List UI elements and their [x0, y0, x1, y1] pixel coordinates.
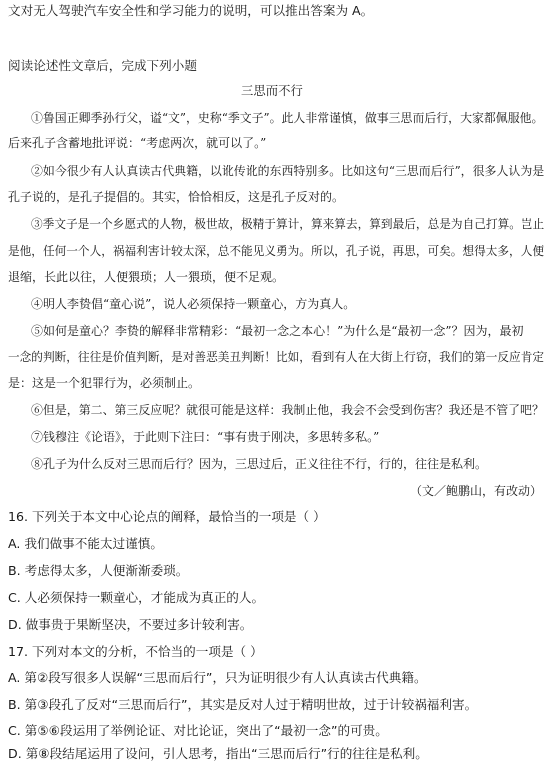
paragraph-1-line-2: 后来孔子含蓄地批评说：“考虑两次，就可以了。”: [8, 136, 267, 150]
paragraph-5-line-2: 一念的判断，往往是价值判断，是对善恶美丑判断！比如，看到有人在大街上行窃，我们的第一反应肯定: [8, 350, 545, 364]
question-16-option-d[interactable]: D. 做事贵于果断坚决，不要过多计较利害。: [8, 617, 253, 632]
question-17-stem: 17. 下列对本文的分析，不恰当的一项是（ ）: [8, 644, 263, 659]
paragraph-5-line-3: 是：这是一个犯罪行为，必须制止。: [8, 376, 201, 390]
question-16-option-b[interactable]: B. 考虑得太多，人便渐渐委琐。: [8, 563, 189, 578]
paragraph-1-line-1: ①鲁国正卿季孙行父，谥“文”，史称“季文子”。此人非常谨慎，做事三思而后行，大家都佩服他。: [31, 111, 544, 125]
question-16-option-c[interactable]: C. 人必须保持一颗童心，才能成为真正的人。: [8, 590, 265, 605]
paragraph-2-line-2: 孔子说的，是孔子提倡的。其实，恰恰相反，这是孔子反对的。: [8, 190, 345, 204]
question-17-option-c[interactable]: C. 第⑤⑥段运用了举例论证、对比论证，突出了“最初一念”的可贵。: [8, 723, 388, 738]
paragraph-6-line-1: ⑥但是，第二、第三反应呢？就很可能是这样：我制止他，我会不会受到伤害？我还是不管了吧？: [31, 403, 544, 417]
question-17-option-b[interactable]: B. 第③段孔了反对“三思而后行”，其实是反对人过于精明世故，过于计较祸福利害。: [8, 697, 478, 712]
section-heading: 阅读论述性文章后，完成下列小题: [8, 58, 197, 73]
paragraph-3-line-1: ③季文子是一个乡愿式的人物，极世故，极精于算计，算来算去，算到最后，总是为自己打算。岂止: [31, 217, 545, 231]
intro-text: 文对无人驾驶汽车安全性和学习能力的说明，可以推出答案为 A。: [8, 3, 374, 18]
paragraph-3-line-2: 是他，任何一个人，祸福利害计较太深，总不能见义勇为。所以，孔子说，再思，可矣。想得太多，人便: [8, 244, 545, 258]
article-source: （文／鲍鹏山，有改动）: [409, 484, 542, 498]
paragraph-5-line-1: ⑤如何是童心？李贽的解释非常精彩：“最初一念之本心！”为什么是“最初一念”？因为，最初: [31, 324, 524, 338]
question-16-option-a[interactable]: A. 我们做事不能太过谨慎。: [8, 536, 163, 551]
paragraph-8-line-1: ⑧孔子为什么反对三思而后行？因为，三思过后，正义往往不行，行的，往往是私利。: [31, 457, 488, 471]
article-title: 三思而不行: [241, 83, 303, 98]
paragraph-3-line-3: 退缩，长此以往，人便猥琐；人一猥琐，便不足观。: [8, 270, 285, 284]
question-17-option-a[interactable]: A. 第②段写很多人误解“三思而后行”，只为证明很少有人认真读古代典籍。: [8, 670, 427, 685]
paragraph-7-line-1: ⑦钱穆注《论语》，于此则下注曰：“事有贵于刚决，多思转多私。”: [31, 430, 380, 444]
question-16-stem: 16. 下列关于本文中心论点的阐释，最恰当的一项是（ ）: [8, 509, 326, 524]
paragraph-4-line-1: ④明人李贽倡“童心说”，说人必须保持一颗童心，方为真人。: [31, 297, 356, 311]
question-17-option-d[interactable]: D. 第⑧段结尾运用了设问，引人思考，指出“三思而后行”行的往往是私利。: [8, 746, 428, 761]
paragraph-2-line-1: ②如今很少有人认真读古代典籍，以讹传讹的东西特别多。比如这句“三思而后行”，很多人认为是: [31, 164, 545, 178]
